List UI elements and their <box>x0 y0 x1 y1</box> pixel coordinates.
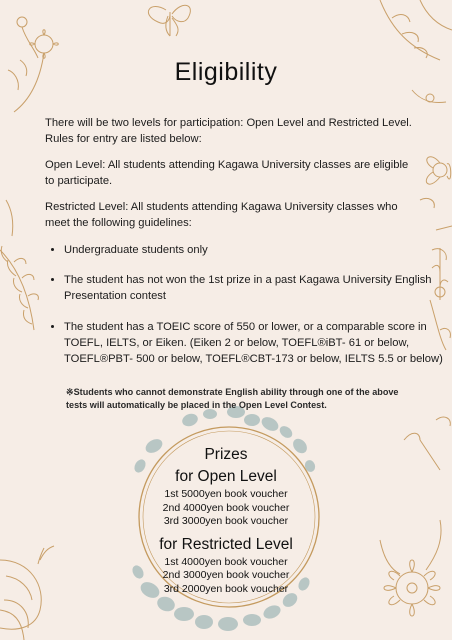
restricted-prize-item: 2nd 3000yen book voucher <box>162 569 290 581</box>
open-level-prizes-heading: for Open Level <box>175 468 277 485</box>
guideline-item: • Undergraduate students only <box>64 242 444 258</box>
butterfly-icon <box>148 5 190 36</box>
intro-paragraph: There will be two levels for participation: Open Level and Restricted Level. Rules for entry are listed below: <box>45 117 412 145</box>
fern-icon <box>0 200 38 330</box>
prizes-section <box>138 444 314 596</box>
open-prize-item: 1st 5000yen book voucher <box>164 488 288 500</box>
guideline-item: • The student has not won the 1st prize in a past Kagawa University English Presentation contest <box>64 272 444 304</box>
open-prize-item: 3rd 3000yen book voucher <box>163 515 289 527</box>
placement-note: ※Students who cannot demonstrate English ability through one of the above tests will automatically be placed in the Open Level Contest. <box>66 387 399 410</box>
restricted-prize-item: 1st 4000yen book voucher <box>164 555 288 568</box>
restricted-prize-item: 3rd 2000yen book voucher <box>163 582 289 595</box>
flower-icon <box>380 520 441 616</box>
restricted-level-paragraph: Restricted Level: All students attending Kagawa University classes who meet the following guidelines: <box>45 201 398 229</box>
page-title: Eligibility <box>174 58 278 86</box>
branch-icon <box>380 0 452 103</box>
prizes-heading: Prizes <box>204 446 248 463</box>
restricted-level-prizes-heading: for Restricted Level <box>159 535 293 553</box>
guideline-item: • The student has a TOEIC score of 550 or lower, or a comparable score in TOEFL, IELTS, or Eiken. (Eiken 2 or below, TOEFL®iBT- 61 or below, TOEFL®PBT- 500 or below, TOEFL®CBT-173 or below, IELTS 5.5 or below) <box>64 319 444 367</box>
open-level-paragraph: Open Level: All students attending Kagawa University classes are eligible to participate. <box>45 159 409 187</box>
open-prize-item: 2nd 4000yen book voucher <box>162 501 290 514</box>
guidelines-list <box>45 242 444 380</box>
butterfly-icon <box>0 546 54 640</box>
